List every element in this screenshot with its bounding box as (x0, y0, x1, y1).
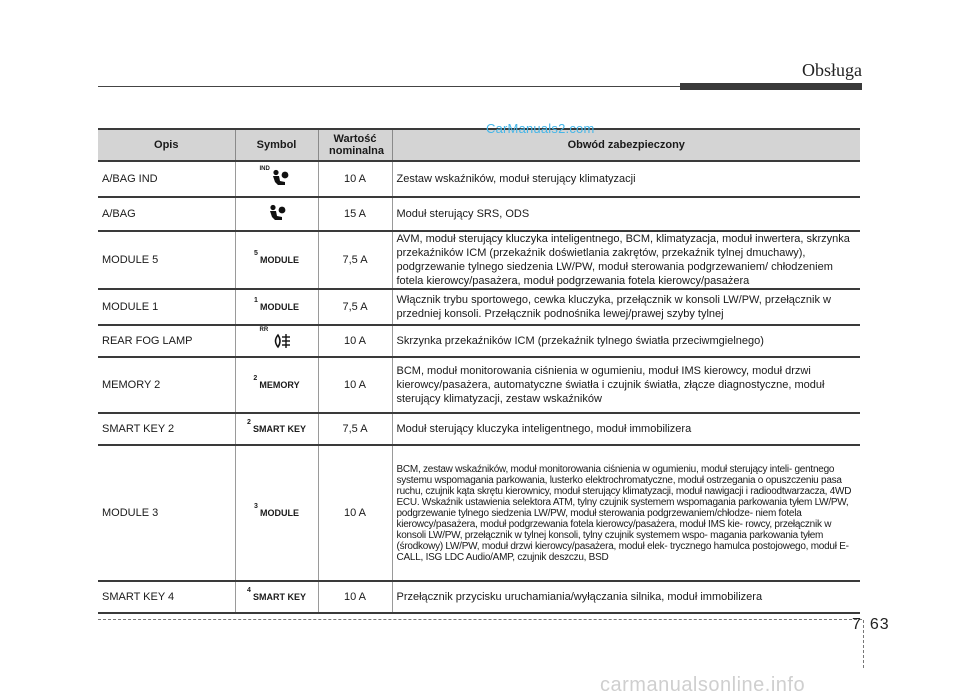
row-circuit: BCM, moduł monitorowania ciśnienia w ogumieniu, moduł IMS kierowcy, moduł drzwi kierowcy/pasażera, automatyczne światła i czujnik światła, złącze diagnostyczne, moduł sterujący klimatyzacji, zestaw wskaźników (392, 357, 860, 413)
symbol-superscript: 4 (246, 587, 251, 594)
row-description: SMART KEY 4 (98, 581, 235, 613)
airbag-icon (267, 204, 287, 222)
symbol-label: MEMORY (259, 380, 300, 390)
section-title: Obsługa (802, 60, 862, 80)
watermark-bottom: carmanualsonline.info (600, 674, 806, 696)
header-nominal: Wartość nominalna (318, 129, 392, 161)
row-nominal: 7,5 A (318, 413, 392, 445)
table-row (98, 581, 860, 613)
row-symbol (235, 325, 318, 357)
memory-symbol (253, 375, 300, 391)
symbol-label: MODULE (260, 302, 299, 312)
symbol-label: SMART KEY (252, 592, 306, 602)
row-description: MODULE 3 (98, 445, 235, 581)
row-description: A/BAG IND (98, 161, 235, 197)
row-symbol (235, 197, 318, 231)
row-description: A/BAG (98, 197, 235, 231)
symbol-superscript: 2 (246, 419, 251, 426)
row-description: MEMORY 2 (98, 357, 235, 413)
table-row (98, 445, 860, 581)
row-description: MODULE 1 (98, 289, 235, 325)
symbol-superscript: 2 (253, 375, 258, 382)
row-nominal: 15 A (318, 197, 392, 231)
smart-key-symbol (246, 419, 306, 435)
symbol-superscript: RR (259, 326, 269, 333)
row-nominal: 7,5 A (318, 231, 392, 289)
row-circuit: Moduł sterujący kluczyka inteligentnego, moduł immobilizera (392, 413, 860, 445)
table-row (98, 357, 860, 413)
fuse-table (98, 128, 860, 614)
row-circuit: Zestaw wskaźników, moduł sterujący klimatyzacji (392, 161, 860, 197)
symbol-superscript: IND (259, 165, 270, 172)
smart-key-symbol (246, 587, 306, 603)
symbol-superscript: 5 (254, 250, 258, 257)
row-circuit: Moduł sterujący SRS, ODS (392, 197, 860, 231)
row-nominal: 7,5 A (318, 289, 392, 325)
page-footer-dash (98, 619, 862, 620)
table-row (98, 413, 860, 445)
row-circuit: Włącznik trybu sportowego, cewka kluczyka, przełącznik w konsoli LW/PW, przełącznik w przedniej konsoli. Przełącznik podnośnika lewej/prawej szyby tylnej (392, 289, 860, 325)
table-row (98, 161, 860, 197)
page-number (852, 616, 890, 634)
table-row (98, 197, 860, 231)
row-nominal: 10 A (318, 161, 392, 197)
airbag-indicator-icon (259, 165, 294, 188)
row-description: REAR FOG LAMP (98, 325, 235, 357)
table-row (98, 231, 860, 289)
row-symbol (235, 231, 318, 289)
symbol-label: MODULE (260, 508, 299, 518)
symbol-superscript: 3 (254, 503, 258, 510)
symbol-label: SMART KEY (252, 424, 306, 434)
header-rule-thick (680, 83, 862, 90)
table-header-row (98, 129, 860, 161)
rear-fog-lamp-icon (259, 326, 294, 349)
module-symbol (254, 503, 299, 519)
row-symbol (235, 161, 318, 197)
module-symbol (254, 250, 299, 266)
row-symbol (235, 289, 318, 325)
row-circuit: Skrzynka przekaźników ICM (przekaźnik tylnego światła przeciwmgielnego) (392, 325, 860, 357)
chapter-number: 7 (852, 616, 862, 633)
row-symbol (235, 581, 318, 613)
header-circuit: Obwód zabezpieczony (392, 129, 860, 161)
watermark-top: CarManuals2.com (486, 121, 595, 136)
row-symbol (235, 445, 318, 581)
row-circuit: AVM, moduł sterujący kluczyka inteligentnego, BCM, klimatyzacja, moduł inwertera, skrzynka przekaźników ICM (przekaźnik doświetlania zakrętów, przekaźnik tylnej dmuchawy), podgrzewanie tylnego siedzenia LW/PW, moduł sterowania podgrzewaniem/ chłodzeniem fotela kierowcy/pasażera, moduł podgrzewania fotela kierowcy/pasażera (392, 231, 860, 289)
row-description: MODULE 5 (98, 231, 235, 289)
row-nominal: 10 A (318, 581, 392, 613)
row-nominal: 10 A (318, 445, 392, 581)
row-symbol (235, 413, 318, 445)
module-symbol (254, 297, 299, 313)
row-nominal: 10 A (318, 325, 392, 357)
table-row (98, 289, 860, 325)
row-nominal: 10 A (318, 357, 392, 413)
table-row (98, 325, 860, 357)
header-description: Opis (98, 129, 235, 161)
row-circuit: Przełącznik przycisku uruchamiania/wyłączania silnika, moduł immobilizera (392, 581, 860, 613)
page-number-value: 63 (869, 616, 890, 633)
row-circuit: BCM, zestaw wskaźników, moduł monitorowania ciśnienia w ogumieniu, moduł sterujący inteli- gentnego systemu wspomagania parkowania, lusterko elektrochromatyczne, moduł ostrzegania o opuszczeniu pasa ruchu, czujnik kąta skrętu kierownicy, moduł sterujący klimatyzacji, moduł nawigacji i radioodtwarzacza, 4WD ECU. Wskaźnik ustawienia selektora ATM, tylny czujnik systemem wspomagania parkowania tyłem LW/PW, podgrzewanie tylnego siedzenia LW/PW, moduł sterowania podgrzewaniem/chłodze- niem fotela kierowcy/pasażera, moduł podgrzewania fotela kierowcy/pasażera, moduł IMS kie- rowcy, przełącznik w konsoli LW/PW, przełącznik w tylnej konsoli, tylny czujnik systemem wspo- magania parkowania tyłem (środkowy) LW/PW, moduł drzwi kierowcy/pasażera, moduł elek- trycznego hamulca postojowego, moduł E-CALL, ISG LDC Audio/AMP, czujnik deszczu, BSD (392, 445, 860, 581)
header-symbol: Symbol (235, 129, 318, 161)
page-number-divider (863, 620, 864, 668)
row-symbol (235, 357, 318, 413)
symbol-label: MODULE (260, 255, 299, 265)
symbol-superscript: 1 (254, 297, 258, 304)
row-description: SMART KEY 2 (98, 413, 235, 445)
